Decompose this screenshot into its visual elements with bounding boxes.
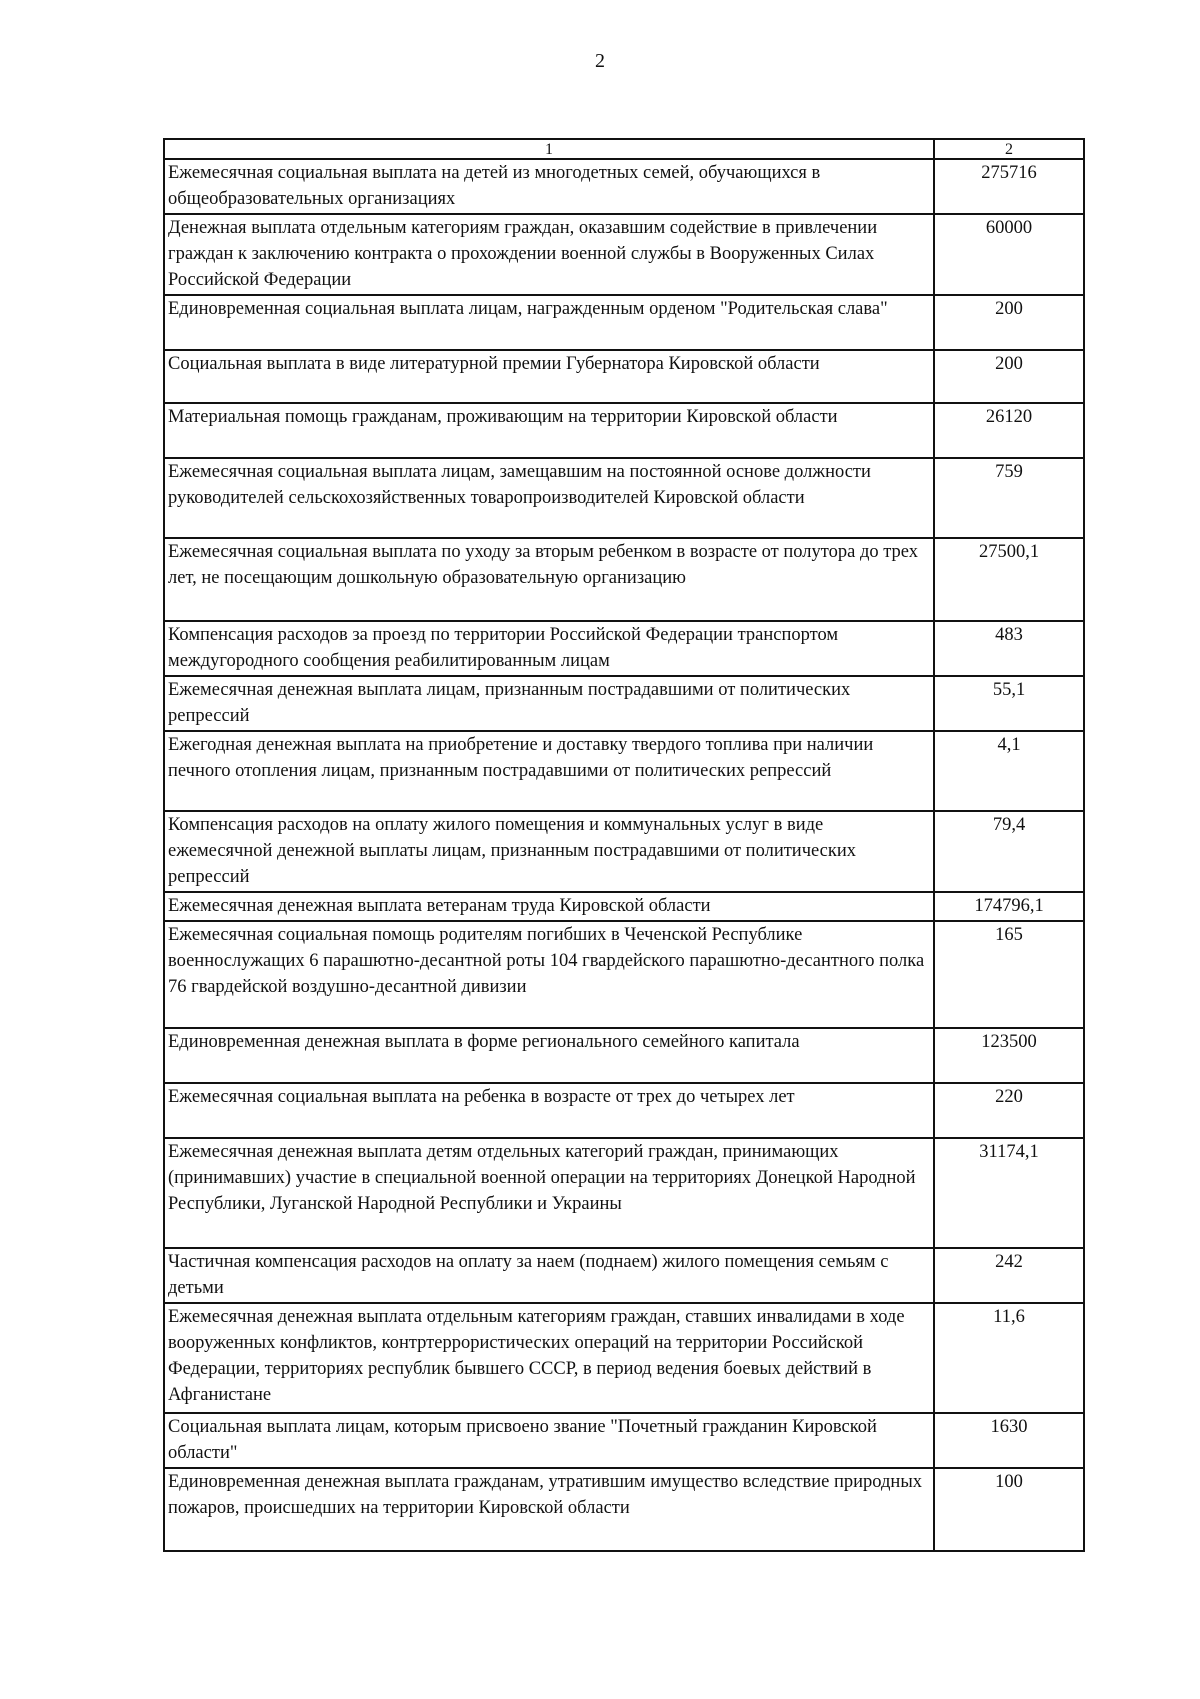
benefit-name: Частичная компенсация расходов на оплату за наем (поднаем) жилого помещения семьям с детьми	[164, 1248, 934, 1303]
table-row	[164, 458, 1084, 538]
benefit-name: Ежемесячная социальная выплата лицам, замещавшим на постоянной основе должности руководителей сельскохозяйственных товаропроизводителей Кировской области	[164, 458, 934, 538]
table-row	[164, 892, 1084, 921]
benefit-name: Ежемесячная денежная выплата отдельным категориям граждан, ставших инвалидами в ходе вооруженных конфликтов, контртеррористических операций на территории Российской Федерации, территориях республик бывшего СССР, в период ведения боевых действий в Афганистане	[164, 1303, 934, 1413]
table-row	[164, 214, 1084, 295]
benefit-name: Единовременная денежная выплата гражданам, утратившим имущество вследствие природных пожаров, происшедших на территории Кировской области	[164, 1468, 934, 1551]
benefit-amount: 483	[934, 621, 1084, 676]
benefit-amount: 27500,1	[934, 538, 1084, 621]
table-row	[164, 1138, 1084, 1248]
column-header: 2	[934, 139, 1084, 159]
benefit-amount: 123500	[934, 1028, 1084, 1083]
benefit-amount: 100	[934, 1468, 1084, 1551]
benefit-name: Ежемесячная социальная выплата на ребенка в возрасте от трех до четырех лет	[164, 1083, 934, 1138]
table-row	[164, 811, 1084, 892]
table-row	[164, 1248, 1084, 1303]
benefit-amount: 200	[934, 295, 1084, 350]
table-row	[164, 731, 1084, 811]
benefit-name: Материальная помощь гражданам, проживающим на территории Кировской области	[164, 403, 934, 458]
table-row	[164, 1413, 1084, 1468]
benefit-amount: 242	[934, 1248, 1084, 1303]
benefit-amount: 1630	[934, 1413, 1084, 1468]
benefit-amount: 26120	[934, 403, 1084, 458]
benefit-name: Единовременная денежная выплата в форме регионального семейного капитала	[164, 1028, 934, 1083]
benefit-amount: 11,6	[934, 1303, 1084, 1413]
table-row	[164, 1083, 1084, 1138]
benefits-table	[163, 138, 1085, 1552]
benefit-name: Ежемесячная социальная выплата на детей из многодетных семей, обучающихся в общеобразовательных организациях	[164, 159, 934, 214]
benefit-name: Ежемесячная социальная выплата по уходу за вторым ребенком в возрасте от полутора до трех лет, не посещающим дошкольную образовательную организацию	[164, 538, 934, 621]
benefit-name: Ежемесячная денежная выплата лицам, признанным пострадавшими от политических репрессий	[164, 676, 934, 731]
benefit-amount: 31174,1	[934, 1138, 1084, 1248]
benefit-amount: 79,4	[934, 811, 1084, 892]
benefit-amount: 220	[934, 1083, 1084, 1138]
table-row	[164, 350, 1084, 403]
benefit-name: Единовременная социальная выплата лицам, награжденным орденом "Родительская слава"	[164, 295, 934, 350]
table-row	[164, 538, 1084, 621]
benefit-name: Ежемесячная социальная помощь родителям погибших в Чеченской Республике военнослужащих 6 парашютно-десантной роты 104 гвардейского парашютно-десантного полка 76 гвардейской воздушно-десантной дивизии	[164, 921, 934, 1028]
benefit-name: Денежная выплата отдельным категориям граждан, оказавшим содействие в привлечении граждан к заключению контракта о прохождении военной службы в Вооруженных Силах Российской Федерации	[164, 214, 934, 295]
table-row	[164, 159, 1084, 214]
benefit-name: Компенсация расходов на оплату жилого помещения и коммунальных услуг в виде ежемесячной денежной выплаты лицам, признанным пострадавшими от политических репрессий	[164, 811, 934, 892]
page-number: 2	[595, 50, 605, 72]
benefit-name: Ежемесячная денежная выплата ветеранам труда Кировской области	[164, 892, 934, 921]
benefit-amount: 60000	[934, 214, 1084, 295]
column-header: 1	[164, 139, 934, 159]
benefit-name: Ежемесячная денежная выплата детям отдельных категорий граждан, принимающих (принимавших) участие в специальной военной операции на территориях Донецкой Народной Республики, Луганской Народной Республики и Украины	[164, 1138, 934, 1248]
table-row	[164, 1468, 1084, 1551]
benefit-amount: 55,1	[934, 676, 1084, 731]
benefit-amount: 759	[934, 458, 1084, 538]
table-row	[164, 1028, 1084, 1083]
table-header-row	[164, 139, 1084, 159]
table-row	[164, 403, 1084, 458]
benefit-amount: 200	[934, 350, 1084, 403]
benefit-name: Компенсация расходов за проезд по территории Российской Федерации транспортом междугородного сообщения реабилитированным лицам	[164, 621, 934, 676]
table-row	[164, 295, 1084, 350]
benefit-name: Социальная выплата в виде литературной премии Губернатора Кировской области	[164, 350, 934, 403]
benefit-amount: 174796,1	[934, 892, 1084, 921]
table-row	[164, 676, 1084, 731]
table-row	[164, 621, 1084, 676]
table-row	[164, 1303, 1084, 1413]
table-row	[164, 921, 1084, 1028]
benefit-amount: 165	[934, 921, 1084, 1028]
benefit-name: Ежегодная денежная выплата на приобретение и доставку твердого топлива при наличии печного отопления лицам, признанным пострадавшими от политических репрессий	[164, 731, 934, 811]
benefit-amount: 4,1	[934, 731, 1084, 811]
benefit-amount: 275716	[934, 159, 1084, 214]
benefit-name: Социальная выплата лицам, которым присвоено звание "Почетный гражданин Кировской области"	[164, 1413, 934, 1468]
